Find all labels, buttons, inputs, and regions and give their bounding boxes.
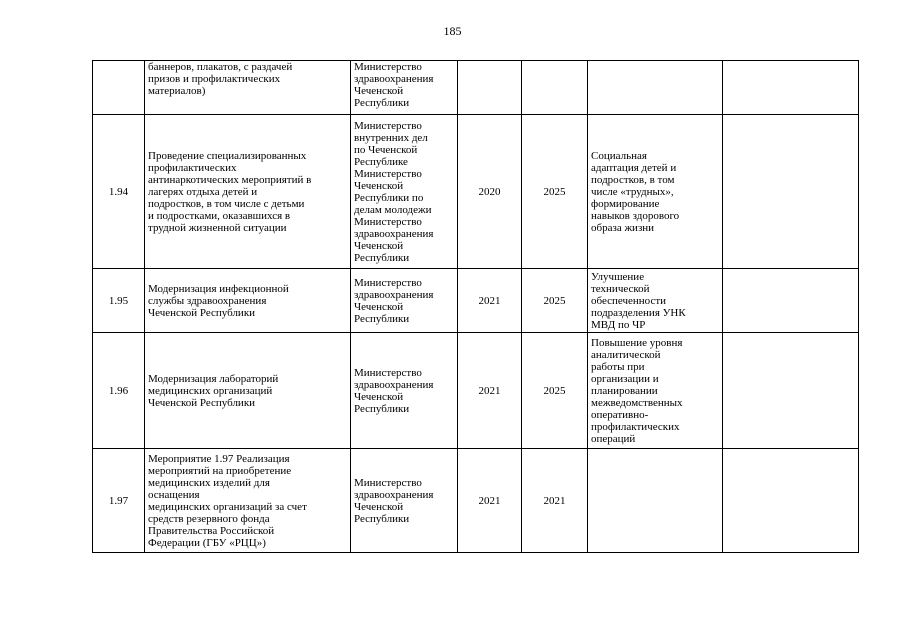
expected-result-cell: [588, 449, 723, 553]
start-year-cell: 2021: [458, 269, 522, 333]
expected-result-cell: Улучшение технической обеспеченности подразделения УНК МВД по ЧР: [588, 269, 723, 333]
row-number-cell: 1.96: [93, 333, 145, 449]
executor-cell: Министерство здравоохранения Чеченской Республики: [351, 333, 458, 449]
start-year-cell: 2021: [458, 333, 522, 449]
row-number-cell: 1.94: [93, 115, 145, 269]
activity-name-cell: Модернизация инфекционной службы здравоохранения Чеченской Республики: [145, 269, 351, 333]
extra-cell: [723, 333, 859, 449]
expected-result-cell: Повышение уровня аналитической работы при организации и планировании межведомственных оперативно- профилактических операций: [588, 333, 723, 449]
executor-cell: Министерство здравоохранения Чеченской Республики: [351, 449, 458, 553]
extra-cell: [723, 61, 859, 115]
table-row: [93, 449, 859, 553]
end-year-cell: 2021: [522, 449, 588, 553]
expected-result-cell: [588, 61, 723, 115]
end-year-cell: 2025: [522, 333, 588, 449]
end-year-cell: 2025: [522, 115, 588, 269]
extra-cell: [723, 269, 859, 333]
start-year-cell: 2020: [458, 115, 522, 269]
start-year-cell: [458, 61, 522, 115]
end-year-cell: 2025: [522, 269, 588, 333]
row-number-cell: [93, 61, 145, 115]
executor-cell: Министерство внутренних дел по Чеченской Республике Министерство Чеченской Республики по делам молодежи Министерство здравоохранения Чеченской Республики: [351, 115, 458, 269]
table-row: [93, 115, 859, 269]
activity-name-cell: Проведение специализированных профилактических антинаркотических мероприятий в лагерях отдыха детей и подростков, в том числе с детьми и подростками, оказавшихся в трудной жизненной ситуации: [145, 115, 351, 269]
end-year-cell: [522, 61, 588, 115]
table-row: [93, 333, 859, 449]
page-number: 185: [443, 24, 462, 38]
extra-cell: [723, 115, 859, 269]
start-year-cell: 2021: [458, 449, 522, 553]
program-activities-table: [92, 60, 859, 553]
row-number-cell: 1.97: [93, 449, 145, 553]
extra-cell: [723, 449, 859, 553]
executor-cell: Министерство здравоохранения Чеченской Республики: [351, 269, 458, 333]
activity-name-cell: Мероприятие 1.97 Реализация мероприятий на приобретение медицинских изделий для оснащения медицинских организаций за счет средств резервного фонда Правительства Российской Федерации (ГБУ «РЦЦ»): [145, 449, 351, 553]
row-number-cell: 1.95: [93, 269, 145, 333]
table-row: [93, 61, 859, 115]
table-row: [93, 269, 859, 333]
activity-name-cell: баннеров, плакатов, с раздачей призов и профилактических материалов): [145, 61, 351, 115]
activity-name-cell: Модернизация лабораторий медицинских организаций Чеченской Республики: [145, 333, 351, 449]
executor-cell: Министерство здравоохранения Чеченской Республики: [351, 61, 458, 115]
expected-result-cell: Социальная адаптация детей и подростков, в том числе «трудных», формирование навыков здорового образа жизни: [588, 115, 723, 269]
